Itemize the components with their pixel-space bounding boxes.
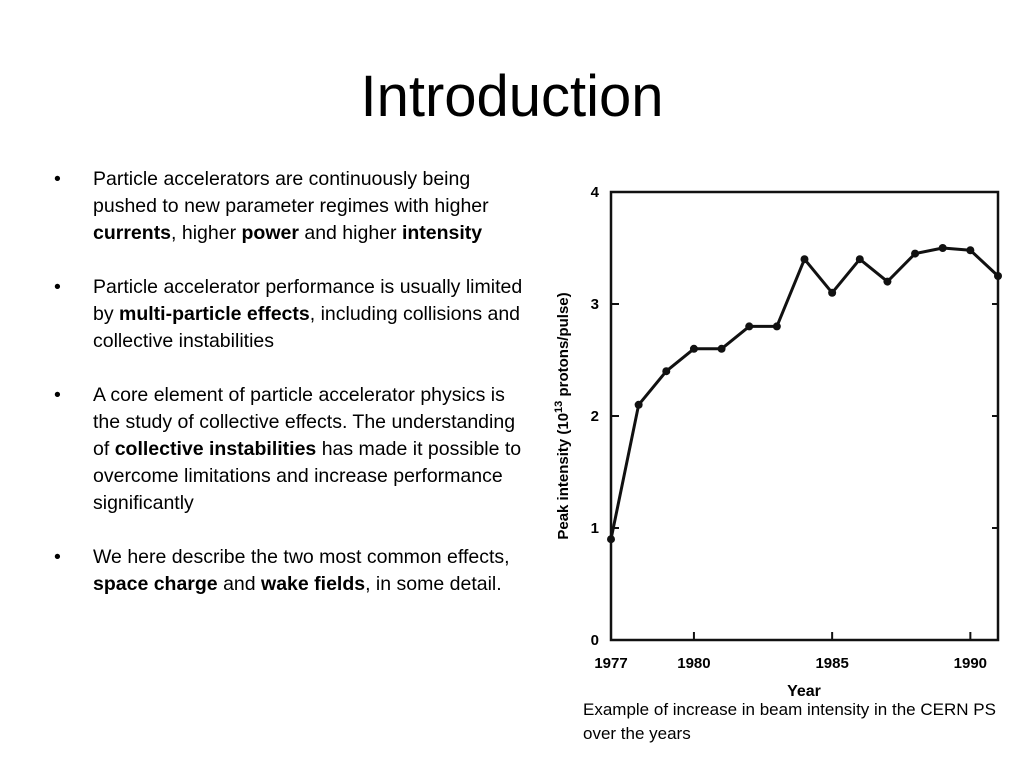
y-tick-label: 0: [590, 632, 599, 649]
bold-run: space charge: [93, 573, 218, 595]
data-point: [994, 272, 1002, 280]
data-point: [939, 244, 947, 252]
data-point: [856, 255, 864, 263]
bold-run: power: [241, 222, 299, 244]
bullet-item: [54, 544, 534, 598]
bold-run: collective instabilities: [114, 438, 317, 460]
y-label-exponent: 13: [553, 400, 565, 413]
data-point: [718, 345, 726, 353]
y-axis-label: [553, 292, 572, 539]
bullet-symbol: •: [54, 168, 61, 190]
data-point: [801, 255, 809, 263]
data-point: [883, 278, 891, 286]
x-tick-label: 1980: [677, 655, 711, 672]
intensity-chart: [550, 180, 1024, 700]
data-point: [635, 401, 643, 409]
y-tick-label: 2: [590, 408, 599, 425]
data-point: [911, 250, 919, 258]
data-point: [966, 246, 974, 254]
y-axis-ticks: [591, 184, 998, 649]
bullet-text: [93, 546, 510, 595]
text-run: , including collisions and collective instabilities: [93, 303, 521, 352]
bullet-item: [54, 166, 534, 247]
data-point: [828, 289, 836, 297]
bullet-list: [54, 166, 534, 625]
bold-run: intensity: [401, 222, 483, 244]
data-series: [607, 244, 1002, 543]
bold-run: multi-particle effects: [119, 303, 310, 325]
bullet-item: [54, 382, 534, 517]
series-line: [611, 248, 998, 539]
bullet-text: [93, 276, 522, 352]
x-axis-ticks: [594, 632, 987, 672]
data-point: [745, 322, 753, 330]
data-point: [773, 322, 781, 330]
bullet-item: [54, 274, 534, 355]
y-tick-label: 1: [590, 520, 599, 537]
y-tick-label: 4: [590, 184, 599, 201]
text-run: , higher: [171, 222, 242, 244]
data-point: [690, 345, 698, 353]
data-point: [662, 367, 670, 375]
y-label-prefix: Peak intensity (10: [555, 412, 572, 540]
x-axis-label: Year: [787, 683, 821, 700]
x-tick-label: 1985: [815, 655, 849, 672]
x-tick-label: 1990: [953, 655, 988, 672]
text-run: We here describe the two most common effects,: [93, 546, 510, 568]
y-label-suffix: protons/pulse): [555, 292, 572, 401]
x-tick-label: 1977: [594, 655, 628, 672]
bold-run: wake fields: [261, 573, 366, 595]
text-run: has made it possible to overcome limitations and increase performance significantly: [93, 438, 522, 514]
bullet-symbol: •: [54, 546, 61, 568]
data-point: [607, 535, 615, 543]
bullet-text: [93, 384, 521, 514]
text-run: Particle accelerator performance is usually limited by: [93, 276, 523, 325]
bullet-symbol: •: [54, 384, 61, 406]
text-run: , in some detail.: [365, 573, 502, 595]
text-run: and higher: [298, 222, 402, 244]
y-tick-label: 3: [590, 296, 599, 313]
text-run: and: [217, 573, 262, 595]
text-run: A core element of particle accelerator physics is the study of collective effects. The understanding of: [93, 384, 516, 460]
text-run: Particle accelerators are continuously being pushed to new parameter regimes with higher: [93, 168, 489, 217]
bullet-text: [93, 168, 489, 244]
chart-caption: Example of increase in beam intensity in the CERN PS over the years: [583, 700, 996, 743]
bold-run: currents: [93, 222, 172, 244]
slide-title: Introduction: [360, 64, 664, 129]
bullet-symbol: •: [54, 276, 61, 298]
